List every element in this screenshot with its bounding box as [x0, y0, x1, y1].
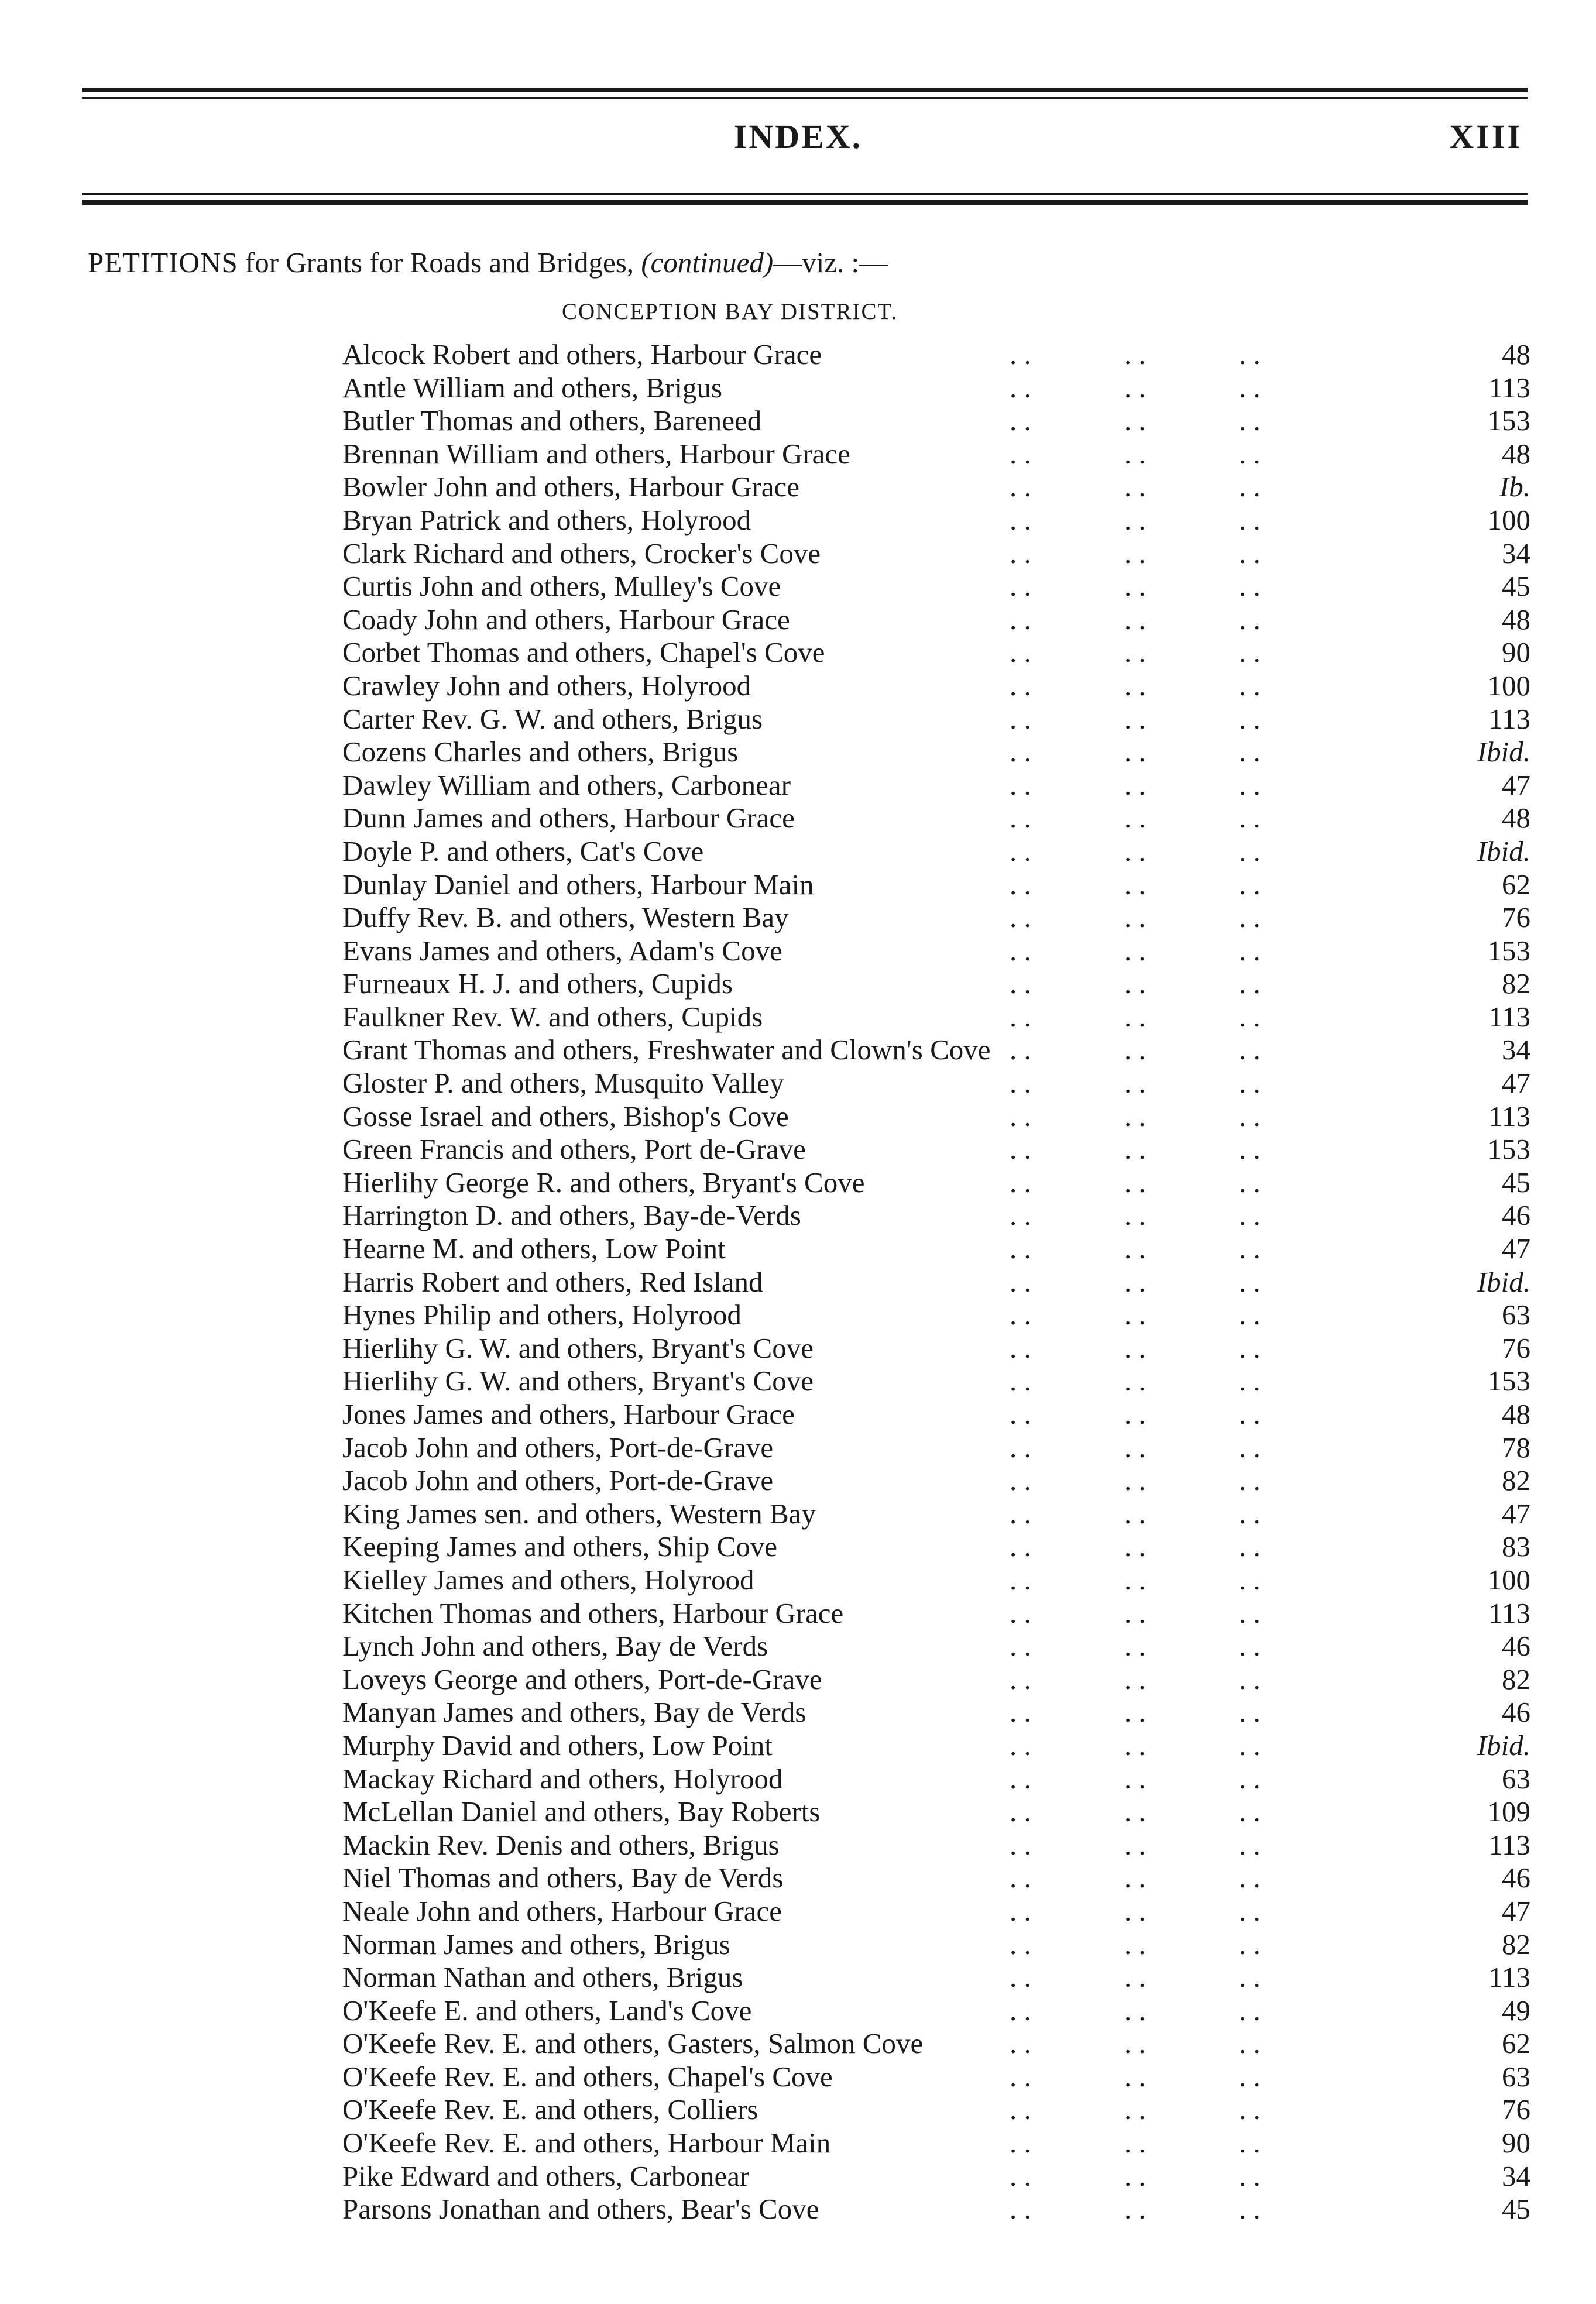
entry-name: Cozens Charles and others, Brigus — [342, 736, 739, 768]
dot-leader: . . . . . . — [1010, 1630, 1261, 1663]
entry-name: Evans James and others, Adam's Cove — [342, 934, 782, 967]
entry-name: O'Keefe Rev. E. and others, Colliers — [342, 2093, 758, 2126]
entry-name: Coady John and others, Harbour Grace — [342, 603, 790, 636]
entry-page: 46 — [1502, 1199, 1530, 1232]
entry-page: 100 — [1487, 669, 1530, 702]
dot-leader: . . . . . . — [1010, 1000, 1261, 1033]
dot-leader: . . . . . . — [1010, 1596, 1261, 1629]
dot-leader: . . . . . . — [1010, 1762, 1261, 1795]
dot-leader: . . . . . . — [1010, 1133, 1261, 1166]
index-entry — [342, 1994, 1530, 2028]
index-entry — [342, 1961, 1530, 1994]
entry-page: 100 — [1487, 1563, 1530, 1596]
dot-leader: . . . . . . — [1010, 570, 1261, 603]
entry-name: Bowler John and others, Harbour Grace — [342, 471, 800, 503]
entry-name: Norman James and others, Brigus — [342, 1928, 730, 1960]
entry-name: Faulkner Rev. W. and others, Cupids — [342, 1000, 763, 1033]
dot-leader: . . . . . . — [1010, 503, 1261, 536]
entry-name: McLellan Daniel and others, Bay Roberts — [342, 1795, 821, 1828]
dot-leader: . . . . . . — [1010, 702, 1261, 735]
index-entry — [342, 1398, 1530, 1431]
dot-leader: . . . . . . — [1010, 2060, 1261, 2093]
entry-page: 46 — [1502, 1862, 1530, 1894]
dot-leader: . . . . . . — [1010, 1431, 1261, 1464]
entry-page: 100 — [1487, 503, 1530, 536]
entry-name: Carter Rev. G. W. and others, Brigus — [342, 702, 763, 735]
entry-page: 46 — [1502, 1630, 1530, 1663]
entry-name: Neale John and others, Harbour Grace — [342, 1894, 782, 1927]
entry-page: 153 — [1487, 404, 1530, 437]
index-entry — [342, 1597, 1530, 1630]
entry-page: 109 — [1487, 1795, 1530, 1828]
index-entry — [342, 1829, 1530, 1862]
entry-name: Manyan James and others, Bay de Verds — [342, 1696, 806, 1729]
entry-name: O'Keefe Rev. E. and others, Harbour Main — [342, 2127, 831, 2159]
dot-leader: . . . . . . — [1010, 1894, 1261, 1927]
entry-name: Hierlihy G. W. and others, Bryant's Cove — [342, 1365, 814, 1397]
entry-page: 76 — [1502, 2093, 1530, 2126]
dot-leader: . . . . . . — [1010, 1464, 1261, 1497]
entry-name: Keeping James and others, Ship Cove — [342, 1530, 778, 1563]
index-entry — [342, 1431, 1530, 1465]
index-entry — [342, 404, 1530, 438]
index-entry — [342, 1166, 1530, 1200]
entry-page: 45 — [1502, 1166, 1530, 1199]
entry-name: Niel Thomas and others, Bay de Verds — [342, 1862, 784, 1894]
entry-page: 34 — [1502, 2159, 1530, 2192]
entry-name: Corbet Thomas and others, Chapel's Cove — [342, 636, 825, 669]
index-entry — [342, 1663, 1530, 1697]
entry-name: Kielley James and others, Holyrood — [342, 1563, 754, 1596]
index-entry — [342, 504, 1530, 537]
entry-name: Dunn James and others, Harbour Grace — [342, 802, 795, 835]
index-entry — [342, 636, 1530, 669]
page-number: XIII — [1449, 118, 1523, 156]
dot-leader: . . . . . . — [1010, 371, 1261, 404]
dot-leader: . . . . . . — [1010, 835, 1261, 867]
dot-leader: . . . . . . — [1010, 768, 1261, 801]
dot-leader: . . . . . . — [1010, 2027, 1261, 2060]
entry-page: 82 — [1502, 1928, 1530, 1960]
index-entry — [342, 1464, 1530, 1498]
index-entry — [342, 1033, 1530, 1067]
dot-leader: . . . . . . — [1010, 1100, 1261, 1132]
dot-leader: . . . . . . — [1010, 669, 1261, 702]
dot-leader: . . . . . . — [1010, 471, 1261, 503]
dot-leader: . . . . . . — [1010, 736, 1261, 768]
dot-leader: . . . . . . — [1010, 1232, 1261, 1265]
index-entry — [342, 2127, 1530, 2160]
index-entry — [342, 1365, 1530, 1398]
entry-page: 113 — [1488, 1828, 1530, 1861]
dot-leader: . . . . . . — [1010, 868, 1261, 901]
entry-name: Kitchen Thomas and others, Harbour Grace — [342, 1596, 844, 1629]
entry-page: 153 — [1487, 1133, 1530, 1166]
dot-leader: . . . . . . — [1010, 1729, 1261, 1762]
entry-page: 47 — [1502, 1497, 1530, 1530]
dot-leader: . . . . . . — [1010, 1795, 1261, 1828]
index-entry — [342, 1067, 1530, 1100]
dot-leader: . . . . . . — [1010, 1663, 1261, 1695]
entry-page: 47 — [1502, 1232, 1530, 1265]
index-entry — [342, 1729, 1530, 1763]
entry-name: Hierlihy G. W. and others, Bryant's Cove — [342, 1331, 814, 1364]
page-title: INDEX. — [733, 118, 863, 156]
index-entry — [342, 669, 1530, 703]
entry-page: 48 — [1502, 437, 1530, 470]
entry-page: 153 — [1487, 1365, 1530, 1397]
entry-page: 82 — [1502, 1464, 1530, 1497]
entry-page: 63 — [1502, 2060, 1530, 2093]
dot-leader: . . . . . . — [1010, 1166, 1261, 1199]
index-entry — [342, 868, 1530, 902]
entry-name: Mackay Richard and others, Holyrood — [342, 1762, 783, 1795]
entry-page: 113 — [1488, 1961, 1530, 1994]
entry-page: 82 — [1502, 1663, 1530, 1695]
index-entry — [342, 338, 1530, 372]
index-entry — [342, 1895, 1530, 1928]
entry-page: 48 — [1502, 1398, 1530, 1430]
entry-page: 63 — [1502, 1762, 1530, 1795]
dot-leader: . . . . . . — [1010, 1299, 1261, 1331]
index-entry — [342, 2193, 1530, 2226]
index-entry — [342, 1498, 1530, 1531]
district-heading: CONCEPTION BAY DISTRICT. — [562, 299, 898, 324]
index-entry — [342, 2160, 1530, 2193]
dot-leader: . . . . . . — [1010, 437, 1261, 470]
dot-leader: . . . . . . — [1010, 1033, 1261, 1066]
index-entry — [342, 703, 1530, 736]
entry-name: Parsons Jonathan and others, Bear's Cove — [342, 2193, 819, 2226]
entry-name: Mackin Rev. Denis and others, Brigus — [342, 1828, 780, 1861]
dot-leader: . . . . . . — [1010, 1497, 1261, 1530]
entry-name: Jacob John and others, Port-de-Grave — [342, 1464, 774, 1497]
entry-name: O'Keefe E. and others, Land's Cove — [342, 1994, 752, 2027]
entry-page: 90 — [1502, 636, 1530, 669]
index-entry — [342, 1928, 1530, 1962]
index-entry — [342, 1630, 1530, 1663]
entry-page: 113 — [1488, 371, 1530, 404]
entry-page: Ibid. — [1477, 736, 1530, 768]
index-entry — [342, 901, 1530, 935]
index-entry — [342, 1564, 1530, 1597]
index-entry — [342, 736, 1530, 769]
dot-leader: . . . . . . — [1010, 1994, 1261, 2027]
dot-leader: . . . . . . — [1010, 1696, 1261, 1729]
dot-leader: . . . . . . — [1010, 901, 1261, 934]
dot-leader: . . . . . . — [1010, 636, 1261, 669]
entry-name: Gosse Israel and others, Bishop's Cove — [342, 1100, 789, 1132]
index-entry — [342, 835, 1530, 868]
dot-leader: . . . . . . — [1010, 1961, 1261, 1994]
index-entry — [342, 537, 1530, 571]
entry-name: Alcock Robert and others, Harbour Grace — [342, 338, 822, 370]
entry-name: Gloster P. and others, Musquito Valley — [342, 1067, 784, 1100]
section-heading-suffix: —viz. :— — [773, 246, 888, 279]
index-entry — [342, 802, 1530, 835]
entry-page: 45 — [1502, 570, 1530, 603]
entry-name: Harrington D. and others, Bay-de-Verds — [342, 1199, 801, 1232]
entry-name: Hynes Philip and others, Holyrood — [342, 1299, 742, 1331]
dot-leader: . . . . . . — [1010, 537, 1261, 569]
entry-name: Loveys George and others, Port-de-Grave — [342, 1663, 822, 1695]
entry-name: Brennan William and others, Harbour Grace — [342, 437, 850, 470]
index-entry — [342, 1862, 1530, 1895]
entry-name: Antle William and others, Brigus — [342, 371, 723, 404]
entry-page: 63 — [1502, 1299, 1530, 1331]
entry-name: Jacob John and others, Port-de-Grave — [342, 1431, 774, 1464]
entry-name: O'Keefe Rev. E. and others, Gasters, Salmon Cove — [342, 2027, 924, 2060]
entry-page: 34 — [1502, 537, 1530, 569]
entry-name: Crawley John and others, Holyrood — [342, 669, 751, 702]
entry-name: Grant Thomas and others, Freshwater and Clown's Cove — [342, 1033, 991, 1066]
entry-page: 153 — [1487, 934, 1530, 967]
entry-name: King James sen. and others, Western Bay — [342, 1497, 816, 1530]
dot-leader: . . . . . . — [1010, 1365, 1261, 1397]
entry-page: 82 — [1502, 967, 1530, 1000]
entry-page: 48 — [1502, 338, 1530, 370]
top-rule-thin — [82, 97, 1528, 99]
dot-leader: . . . . . . — [1010, 1398, 1261, 1430]
entry-page: 48 — [1502, 603, 1530, 636]
entry-name: Clark Richard and others, Crocker's Cove — [342, 537, 821, 569]
index-entry — [342, 1266, 1530, 1299]
entry-name: Dawley William and others, Carbonear — [342, 768, 791, 801]
entry-name: Dunlay Daniel and others, Harbour Main — [342, 868, 814, 901]
dot-leader: . . . . . . — [1010, 404, 1261, 437]
index-entry — [342, 935, 1530, 968]
entry-page: 76 — [1502, 1331, 1530, 1364]
entry-name: Hearne M. and others, Low Point — [342, 1232, 726, 1265]
index-entry — [342, 1763, 1530, 1796]
dot-leader: . . . . . . — [1010, 802, 1261, 835]
entry-name: Doyle P. and others, Cat's Cove — [342, 835, 704, 867]
index-entry — [342, 438, 1530, 471]
index-entry — [342, 1696, 1530, 1729]
entry-page: 90 — [1502, 2127, 1530, 2159]
entry-page: 113 — [1488, 1596, 1530, 1629]
index-entry — [342, 603, 1530, 637]
index-entry — [342, 372, 1530, 405]
entry-page: 113 — [1488, 1000, 1530, 1033]
index-entry — [342, 1133, 1530, 1166]
entry-page: 45 — [1502, 2193, 1530, 2226]
dot-leader: . . . . . . — [1010, 967, 1261, 1000]
entry-name: Lynch John and others, Bay de Verds — [342, 1630, 768, 1663]
entry-page: 76 — [1502, 901, 1530, 934]
entry-page: Ibid. — [1477, 1729, 1530, 1762]
dot-leader: . . . . . . — [1010, 1530, 1261, 1563]
index-entry — [342, 2061, 1530, 2094]
dot-leader: . . . . . . — [1010, 1331, 1261, 1364]
entry-page: 62 — [1502, 2027, 1530, 2060]
dot-leader: . . . . . . — [1010, 1828, 1261, 1861]
entry-name: Duffy Rev. B. and others, Western Bay — [342, 901, 789, 934]
entry-name: Hierlihy George R. and others, Bryant's Cove — [342, 1166, 865, 1199]
index-entry — [342, 1232, 1530, 1266]
entry-name: Harris Robert and others, Red Island — [342, 1265, 763, 1298]
index-entry — [342, 1795, 1530, 1829]
section-heading-continued: (continued) — [641, 246, 774, 279]
dot-leader: . . . . . . — [1010, 603, 1261, 636]
section-heading — [88, 246, 888, 279]
entry-name: Jones James and others, Harbour Grace — [342, 1398, 795, 1430]
entry-name: Murphy David and others, Low Point — [342, 1729, 773, 1762]
entry-page: Ibid. — [1477, 835, 1530, 867]
entry-name: Butler Thomas and others, Bareneed — [342, 404, 762, 437]
entry-name: Curtis John and others, Mulley's Cove — [342, 570, 781, 603]
index-entry — [342, 1299, 1530, 1332]
index-entry — [342, 1100, 1530, 1134]
header-rule-thin — [82, 193, 1528, 195]
header-rule-thick — [82, 200, 1528, 205]
dot-leader: . . . . . . — [1010, 1862, 1261, 1894]
section-heading-middle: for Grants for Roads and Bridges, — [238, 246, 641, 279]
index-entry — [342, 967, 1530, 1001]
entry-name: Furneaux H. J. and others, Cupids — [342, 967, 733, 1000]
dot-leader: . . . . . . — [1010, 2093, 1261, 2126]
dot-leader: . . . . . . — [1010, 1199, 1261, 1232]
index-entry — [342, 1530, 1530, 1564]
entry-page: 78 — [1502, 1431, 1530, 1464]
dot-leader: . . . . . . — [1010, 2193, 1261, 2226]
entry-page: 62 — [1502, 868, 1530, 901]
entry-name: Pike Edward and others, Carbonear — [342, 2159, 750, 2192]
dot-leader: . . . . . . — [1010, 2127, 1261, 2159]
top-rule-thick — [82, 88, 1528, 92]
entry-page: 49 — [1502, 1994, 1530, 2027]
index-entry — [342, 1199, 1530, 1232]
dot-leader: . . . . . . — [1010, 1265, 1261, 1298]
dot-leader: . . . . . . — [1010, 1928, 1261, 1960]
entry-page: 48 — [1502, 802, 1530, 835]
index-entry — [342, 471, 1530, 504]
index-entry — [342, 2027, 1530, 2061]
entry-page: Ib. — [1499, 471, 1530, 503]
section-heading-prefix: PETITIONS — [88, 246, 238, 279]
entry-page: 113 — [1488, 702, 1530, 735]
entry-name: Green Francis and others, Port de-Grave — [342, 1133, 806, 1166]
index-entry — [342, 1001, 1530, 1034]
entry-page: 83 — [1502, 1530, 1530, 1563]
entry-name: Norman Nathan and others, Brigus — [342, 1961, 743, 1994]
index-entry — [342, 1332, 1530, 1365]
entry-page: 47 — [1502, 768, 1530, 801]
entry-page: 46 — [1502, 1696, 1530, 1729]
index-entry — [342, 2093, 1530, 2127]
dot-leader: . . . . . . — [1010, 934, 1261, 967]
dot-leader: . . . . . . — [1010, 338, 1261, 370]
entry-page: 47 — [1502, 1894, 1530, 1927]
entry-page: 34 — [1502, 1033, 1530, 1066]
dot-leader: . . . . . . — [1010, 2159, 1261, 2192]
dot-leader: . . . . . . — [1010, 1067, 1261, 1100]
index-entry — [342, 769, 1530, 802]
dot-leader: . . . . . . — [1010, 1563, 1261, 1596]
index-entries — [342, 338, 1530, 2226]
index-entry — [342, 570, 1530, 603]
entry-page: 47 — [1502, 1067, 1530, 1100]
entry-name: Bryan Patrick and others, Holyrood — [342, 503, 751, 536]
entry-page: 113 — [1488, 1100, 1530, 1132]
entry-name: O'Keefe Rev. E. and others, Chapel's Cove — [342, 2060, 833, 2093]
entry-page: Ibid. — [1477, 1265, 1530, 1298]
